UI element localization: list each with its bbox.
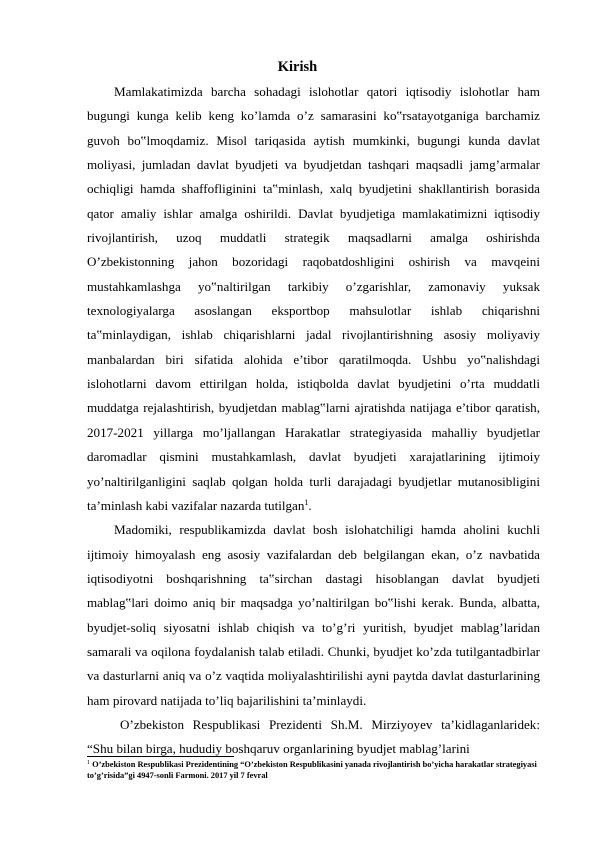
footnote-reference: 1 bbox=[304, 497, 309, 507]
paragraph-president-quote: O’zbekiston Respublikasi Prezidenti Sh.M. Mirziyoyev ta’kidlaganlaridek: “Shu bilan birga, hududiy boshqaruv organlarining byudjet mablag’larini bbox=[87, 716, 540, 757]
paragraph-intro-end: . bbox=[308, 497, 312, 513]
footnote-number: 1 bbox=[87, 760, 90, 766]
footnote bbox=[87, 758, 540, 781]
document-body bbox=[87, 80, 540, 762]
page-title: Kirish bbox=[277, 59, 318, 75]
footnote-text: O’zbekiston Respublikasi Prezidentining “O’zbekiston Respublikasini yanada rivojlantirish bo’yicha harakatlar strategiyasi to’g’risida”gi 4947-sonli Farmoni. 2017 yil 7 fevral bbox=[87, 760, 537, 780]
paragraph-budget: Madomiki, respublikamizda davlat bosh islohatchiligi hamda aholini kuchli ijtimoiy himoyalash eng asosiy vazifalardan deb belgilangan ekan, o’z navbatida iqtisodiyotni boshqarishning ta‟sirchan dastagi hisoblangan davlat byudjeti mablag‟lari doimo aniq bir maqsadga yo’naltirilgan bo‟lishi kerak. Bunda, albatta, byudjet-soliq siyosatni ishlab chiqish va to’g’ri yuritish, byudjet mablag’laridan samarali va oqilona foydalanish talab etiladi. Chunki, byudjet ko’zda tutilgantadbirlar va dasturlarni aniq va o’z vaqtida moliyalashtirilishi ayni paytda davlat dasturlarining ham pirovard natijada to’liq bajarilishini ta’minlaydi. bbox=[87, 522, 540, 708]
paragraph-intro bbox=[87, 80, 540, 518]
footnote-divider bbox=[87, 756, 234, 757]
paragraph-intro-text: Mamlakatimizda barcha sohadagi islohotlar qatori iqtisodiy islohotlar ham bugungi kunga kelib keng ko’lamda o’z samarasini ko‟rsatayotganiga barchamiz guvoh bo‟lmoqdamiz. Misol tariqasida aytish mumkinki, bugungi kunda davlat moliyasi, jumladan davlat byudjeti va byudjetdan tashqari maqsadli jamg’armalar ochiqligi hamda shaffofliginini ta‟minlash, xalq byudjetini shakllantirish borasida qator amaliy ishlar amalga oshirildi. Davlat byudjetiga mamlakatimizni iqtisodiy rivojlantirish, uzoq muddatli strategik maqsadlarni amalga oshirishda O’zbekistonning jahon bozoridagi raqobatdoshligini oshirish va mavqeini mustahkamlashga yo‟naltirilgan tarkibiy o’zgarishlar, zamonaviy yuksak texnologiyalarga asoslangan eksportbop mahsulotlar ishlab chiqarishni ta‟minlaydigan, ishlab chiqarishlarni jadal rivojlantirishning asosiy moliyaviy manbalardan biri sifatida alohida e’tibor qaratilmoqda. Ushbu yo‟nalishdagi islohotlarni davom ettirilgan holda, istiqbolda davlat byudjetini o’rta muddatli muddatga rejalashtirish, byudjetdan mablag‟larni ajratishda natijaga e’tibor qaratish, 2017-2021 yillarga mo’ljallangan Harakatlar strategiyasida mahalliy byudjetlar daromadlar qismini mustahkamlash, davlat byudjeti xarajatlarining ijtimoiy yo’naltirilganligini saqlab qolgan holda turli darajadagi byudjetlar mutanosibligini ta’minlash kabi vazifalar nazarda tutilgan bbox=[87, 84, 540, 513]
